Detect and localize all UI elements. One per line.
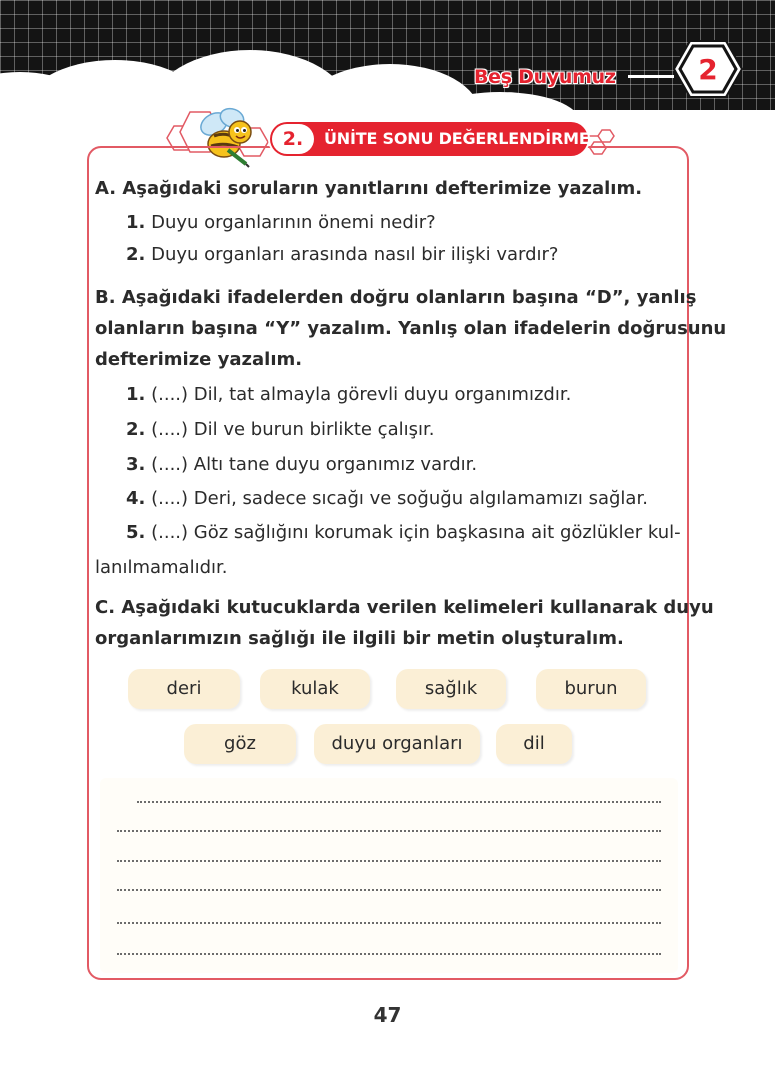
- word-chip-dil: dil: [496, 724, 572, 764]
- statement-number: 2.: [126, 419, 146, 440]
- writing-line[interactable]: [117, 953, 661, 955]
- statement-text: (....) Deri, sadece sıcağı ve soğuğu algılamamızı sağlar.: [151, 488, 648, 509]
- question-number: 2.: [126, 244, 146, 265]
- section-b-heading-line: defterimize yazalım.: [95, 349, 303, 370]
- unit-number: 2: [698, 53, 718, 86]
- word-chip-duyu-organlari: duyu organları: [314, 724, 480, 764]
- unit-title: Beş Duyumuz: [474, 66, 616, 88]
- section-c-heading-line: C. Aşağıdaki kutucuklarda verilen kelimeleri kullanarak duyu: [95, 597, 714, 618]
- writing-line[interactable]: [117, 889, 661, 891]
- statement-text: (....) Dil, tat almayla görevli duyu organımızdır.: [151, 384, 572, 405]
- unit-title-underline: [628, 75, 674, 78]
- section-title: ÜNİTE SONU DEĞERLENDİRME: [324, 129, 590, 148]
- section-b-statement: [126, 454, 477, 475]
- question-text: Duyu organlarının önemi nedir?: [151, 212, 436, 233]
- statement-number: 4.: [126, 488, 146, 509]
- writing-line[interactable]: [117, 830, 661, 832]
- statement-text: (....) Göz sağlığını korumak için başkasına ait gözlükler kul-: [151, 522, 681, 543]
- page-number: 47: [373, 1003, 402, 1027]
- statement-number: 3.: [126, 454, 146, 475]
- question-text: Duyu organları arasında nasıl bir ilişki vardır?: [151, 244, 559, 265]
- section-a-question: [126, 212, 436, 233]
- writing-line[interactable]: [117, 922, 661, 924]
- word-chip-saglik: sağlık: [396, 669, 506, 709]
- writing-area[interactable]: [100, 778, 678, 973]
- section-b-heading-line: olanların başına “Y” yazalım. Yanlış olan ifadelerin doğrusunu: [95, 318, 727, 339]
- unit-number-hexagon: [672, 38, 744, 100]
- statement-continuation: lanılmamalıdır.: [95, 557, 228, 578]
- statement-number: 5.: [126, 522, 146, 543]
- section-a-question: [126, 244, 558, 265]
- writing-line[interactable]: [117, 860, 661, 862]
- question-number: 1.: [126, 212, 146, 233]
- section-c-heading-line: organlarımızın sağlığı ile ilgili bir metin oluşturalım.: [95, 628, 624, 649]
- word-chip-burun: burun: [536, 669, 646, 709]
- section-b-statement: [126, 488, 648, 509]
- section-number: 2.: [272, 124, 314, 154]
- word-chip-deri: deri: [128, 669, 240, 709]
- statement-number: 1.: [126, 384, 146, 405]
- section-tab: [270, 122, 588, 156]
- section-b-heading-line: B. Aşağıdaki ifadelerden doğru olanların başına “D”, yanlış: [95, 287, 697, 308]
- word-chip-goz: göz: [184, 724, 296, 764]
- section-b-statement: [126, 419, 434, 440]
- statement-text: (....) Altı tane duyu organımız vardır.: [151, 454, 478, 475]
- word-chip-kulak: kulak: [260, 669, 370, 709]
- section-b-statement: [126, 522, 681, 543]
- statement-text: (....) Dil ve burun birlikte çalışır.: [151, 419, 435, 440]
- writing-line[interactable]: [137, 801, 661, 803]
- section-a-heading: A. Aşağıdaki soruların yanıtlarını defterimize yazalım.: [95, 178, 643, 199]
- section-b-statement: [126, 384, 571, 405]
